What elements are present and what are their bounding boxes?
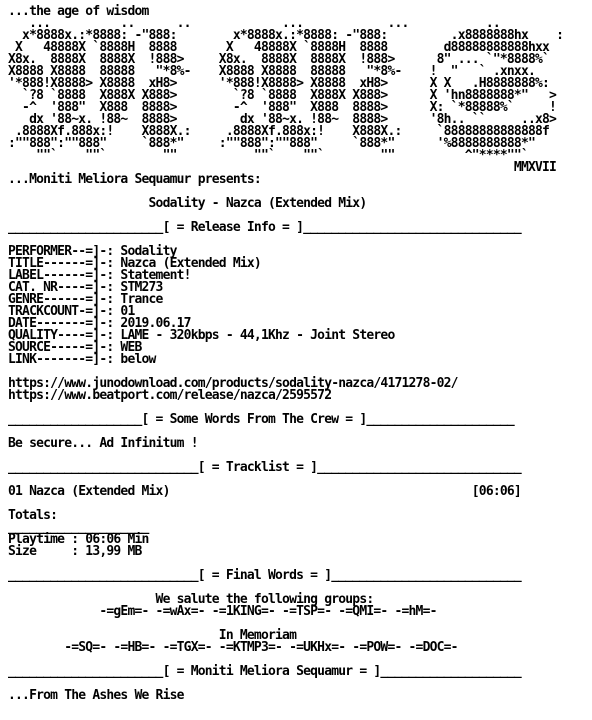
crew-header: ___________________[ = Some Words From The Crew = ]_____________________ bbox=[8, 412, 514, 427]
link-junodownload[interactable]: https://www.junodownload.com/products/sodality-nazca/4171278-02/ bbox=[8, 376, 458, 391]
memoriam-line: In Memoriam bbox=[8, 628, 297, 643]
presents-line: ...Moniti Meliora Sequamur presents: bbox=[8, 172, 261, 187]
logo-line: .8888Xf.888x:! X888X.: .8888Xf.888x:! X888X.: `88888888888888f bbox=[8, 124, 585, 139]
totals-size: Size : 13,99 MB bbox=[8, 544, 142, 559]
year-line: MMXVII bbox=[8, 160, 557, 175]
track-row: 01 Nazca (Extended Mix) [06:06] bbox=[8, 484, 521, 499]
release-title: Sodality - Nazca (Extended Mix) bbox=[8, 196, 367, 211]
nfo-document bbox=[8, 6, 591, 702]
totals-label: Totals: bbox=[8, 508, 58, 523]
groups-line: -=gEm=- -=wAx=- -=1KING=- -=TSP=- -=QMI=- -=hM=- bbox=[8, 604, 437, 619]
logo-line: ""` ""` "" ""` ""` "" ^"****""` bbox=[8, 148, 585, 163]
info-date: DATE-------=]-: 2019.06.17 bbox=[8, 316, 191, 331]
info-genre: GENRE------=]-: Trance bbox=[8, 292, 163, 307]
logo-line: ... .. .. ... ... .. bbox=[8, 16, 592, 31]
info-source: SOURCE-----=]-: WEB bbox=[8, 340, 142, 355]
salute-line: We salute the following groups: bbox=[8, 592, 374, 607]
info-link: LINK-------=]-: below bbox=[8, 352, 156, 367]
link-beatport[interactable]: https://www.beatport.com/release/nazca/2595572 bbox=[8, 388, 332, 403]
logo-line: `?8 `8888 X888X X888> `?8 `8888 X888X X888> X 'hn8888888*" > bbox=[8, 88, 585, 103]
final-words-header: ___________________________[ = Final Words = ]___________________________ bbox=[8, 568, 521, 583]
info-title: TITLE------=]-: Nazca (Extended Mix) bbox=[8, 256, 261, 271]
outro-line: ...From The Ashes We Rise bbox=[8, 688, 184, 703]
release-info-header: ______________________[ = Release Info = ]_______________________________ bbox=[8, 220, 521, 235]
moniti-header: ______________________[ = Moniti Meliora Sequamur = ]____________________ bbox=[8, 664, 521, 679]
logo-line: -^ '888" X888 8888> -^ '888" X888 8888> X: `*88888%` ! bbox=[8, 100, 585, 115]
logo-line: X8x. 8888X 8888X !888> X8x. 8888X 8888X !888> 8" ... `"*8888%` bbox=[8, 52, 585, 67]
memoriam-groups: -=SQ=- -=HB=- -=TGX=- -=KTMP3=- -=UKHx=- -=POW=- -=DOC=- bbox=[8, 640, 458, 655]
info-cat-nr: CAT. NR----=]-: STM273 bbox=[8, 280, 163, 295]
logo-line: '*888!X8888> X8888 xH8> '*888!X8888> X8888 xH8> X X .H8888888%: bbox=[8, 76, 585, 91]
intro-line: ...the age of wisdom bbox=[8, 4, 149, 19]
totals-rule: ____________________ bbox=[8, 520, 149, 535]
crew-words: Be secure... Ad Infinitum ! bbox=[8, 436, 198, 451]
logo-line: :""888":""888" `888*" :""888":""888" `888*" '%8888888888*" bbox=[8, 136, 578, 151]
info-label: LABEL------=]-: Statement! bbox=[8, 268, 191, 283]
logo-line: X8888 X8888 88888 "*8%- X8888 X8888 88888 "*8%- ! " ` .xnxx. bbox=[8, 64, 585, 79]
info-quality: QUALITY----=]-: LAME - 320kbps - 44,1Khz - Joint Stereo bbox=[8, 328, 395, 343]
logo-line: X 48888X `8888H 8888 X 48888X `8888H 8888 d88888888888hxx bbox=[8, 40, 585, 55]
info-trackcount: TRACKCOUNT-=]-: 01 bbox=[8, 304, 135, 319]
info-performer: PERFORMER--=]-: Sodality bbox=[8, 244, 177, 259]
logo-line: x*8888x.:*8888: -"888: x*8888x.:*8888: -"888: .x8888888hx : bbox=[8, 28, 585, 43]
logo-line: dx '88~x. !88~ 8888> dx '88~x. !88~ 8888> '8h.. `` ..x8> bbox=[8, 112, 585, 127]
totals-playtime: Playtime : 06:06 Min bbox=[8, 532, 149, 547]
tracklist-header: ___________________________[ = Tracklist = ]_____________________________ bbox=[8, 460, 521, 475]
